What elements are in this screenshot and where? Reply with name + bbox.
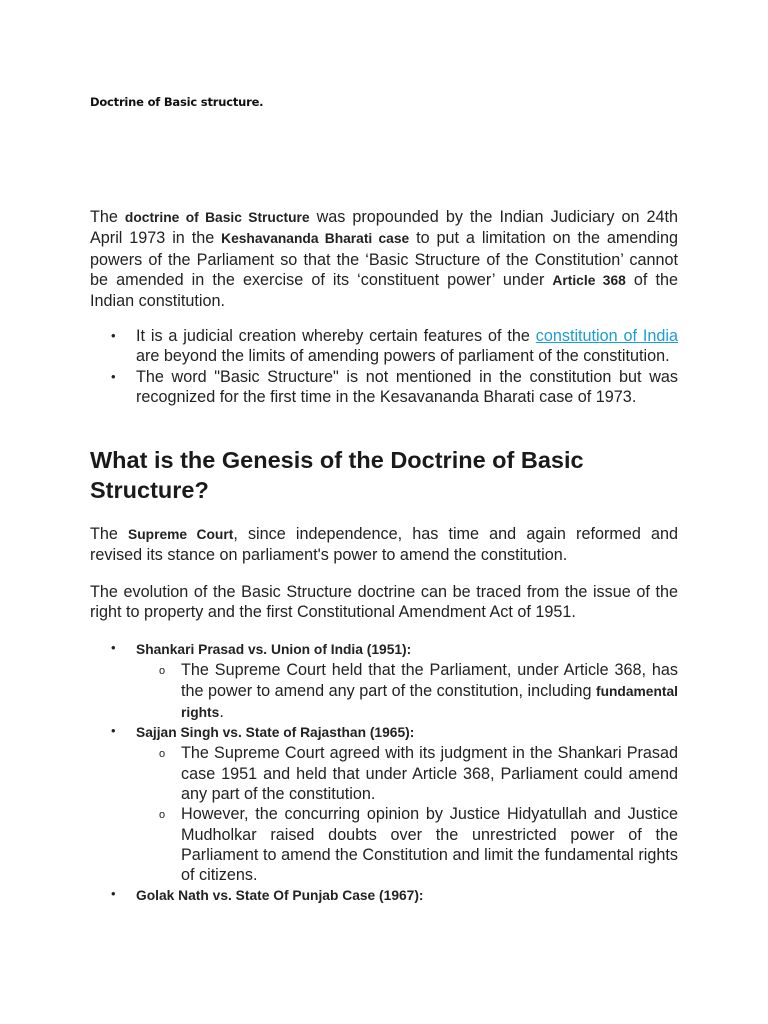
supreme-court-paragraph <box>90 524 678 566</box>
sc-text-1: The <box>90 525 129 543</box>
term-article-368: Article 368 <box>552 272 626 288</box>
case-title: • Shankari Prasad vs. Union of India (1951): <box>136 642 412 657</box>
intro-text-3: to put a limitation on the amending powers of the Parliament so that the ‘Basic Structure of the Constitution’ cannot be amended in the exercise of its ‘constituent power’ under <box>90 229 678 289</box>
list-item <box>90 326 678 367</box>
cases-list <box>90 640 678 906</box>
case-title: • Golak Nath vs. State Of Punjab Case (1967): <box>136 887 424 903</box>
bullet-1-text-1: It is a judicial creation whereby certain features of the <box>136 327 536 345</box>
sc-text-2: , since independence, has time and again reformed and revised its stance on parliament's power to amend the constitution. <box>90 525 678 565</box>
case-points <box>136 743 678 885</box>
case-title: • Sajjan Singh vs. State of Rajasthan (1965): <box>136 725 415 741</box>
bullet-1-text-2: are beyond the limits of amending powers of parliament of the constitution. <box>136 347 670 366</box>
case-item <box>90 640 678 723</box>
list-item <box>90 367 678 408</box>
term-fundamental-rights: fundamental rights <box>181 683 678 720</box>
case-1-point-1-text-2: . <box>219 702 224 721</box>
list-item: o The Supreme Court agreed with its judgment in the Shankari Prasad case 1951 and held that under Article 368, Parliament could amend any part of the constitution. <box>136 743 678 804</box>
constitution-of-india-link[interactable]: constitution of India <box>535 327 678 345</box>
list-item: o However, the concurring opinion by Justice Hidyatullah and Justice Mudholkar raised doubts over the unrestricted power of the Parliament to amend the Constitution and limit the fundamental rights of citizens. <box>136 804 678 885</box>
document-page <box>90 0 678 1024</box>
intro-text-2: was propounded by the Indian Judiciary on 24th April 1973 in the <box>90 208 678 248</box>
section-title: What is the Genesis of the Doctrine of Basic Structure? <box>90 447 584 503</box>
term-keshavananda-bharati-case: Keshavananda Bharati case <box>221 231 410 247</box>
case-item <box>90 886 678 906</box>
case-1-point-1-text-1: The Supreme Court held that the Parliament, under Article 368, has the power to amend any part of the constitution, including <box>181 661 678 700</box>
term-supreme-court: Supreme Court <box>128 527 234 542</box>
intro-paragraph <box>90 207 678 311</box>
intro-text-1: The <box>90 208 125 226</box>
evolution-paragraph: The evolution of the Basic Structure doctrine can be traced from the issue of the right to property and the first Constitutional Amendment Act of 1951. <box>90 583 678 622</box>
document-heading: Doctrine of Basic structure. <box>90 95 264 109</box>
case-item <box>90 723 678 885</box>
list-item <box>136 660 678 723</box>
term-doctrine-basic-structure: doctrine of Basic Structure <box>124 210 310 225</box>
bullet-2-text: The word "Basic Structure" is not mentioned in the constitution but was recognized for the first time in the Kesavananda Bharati case of 1973. <box>136 367 678 406</box>
key-points-list <box>90 326 678 407</box>
intro-text-4: of the Indian constitution. <box>90 270 678 311</box>
case-points <box>136 660 678 723</box>
